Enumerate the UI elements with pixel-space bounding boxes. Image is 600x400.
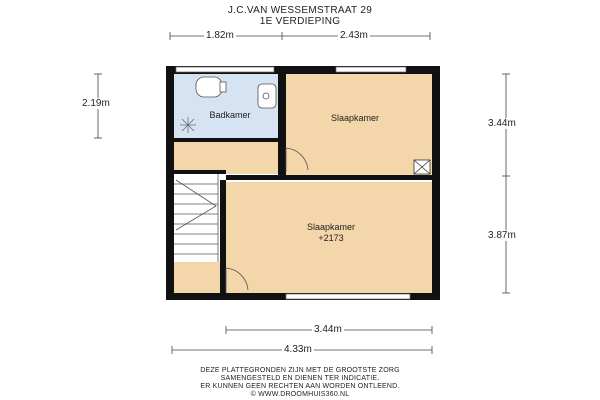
dim-bottom-inner: 3.44m: [314, 324, 342, 335]
bedroom-top-floor: [286, 74, 432, 176]
landing-floor: [174, 262, 222, 293]
hall-floor: [174, 142, 278, 174]
room-bathroom: Badkamer: [209, 110, 251, 120]
attic-hatch: [414, 160, 430, 174]
dim-top-left: 1.82m: [206, 30, 234, 41]
copyright: © WWW.DROOMHUIS360.NL: [250, 391, 350, 398]
plan-title: J.C.VAN WESSEMSTRAAT 29: [227, 5, 373, 16]
dim-top-right: 2.43m: [340, 30, 368, 41]
dim-right-top: 3.44m: [488, 118, 516, 129]
disclaimer: [150, 367, 450, 399]
room-bedroom-bottom-code: +2173: [318, 233, 344, 243]
dim-left-bath: 2.19m: [82, 98, 110, 109]
disclaimer-line-1: DEZE PLATTEGRONDEN ZIJN MET DE GROOTSTE ZORG: [200, 367, 400, 374]
room-bedroom-bottom: Slaapkamer: [306, 222, 356, 232]
disclaimer-line-2: SAMENGESTELD EN DIENEN TER INDICATIE.: [220, 375, 380, 382]
floor-label: 1E VERDIEPING: [259, 16, 341, 27]
dim-bottom-total: 4.33m: [284, 344, 312, 355]
disclaimer-line-3: ER KUNNEN GEEN RECHTEN AAN WORDEN ONTLEEND.: [200, 383, 400, 390]
dim-right-bottom: 3.87m: [488, 230, 516, 241]
room-bedroom-top: Slaapkamer: [330, 113, 380, 123]
